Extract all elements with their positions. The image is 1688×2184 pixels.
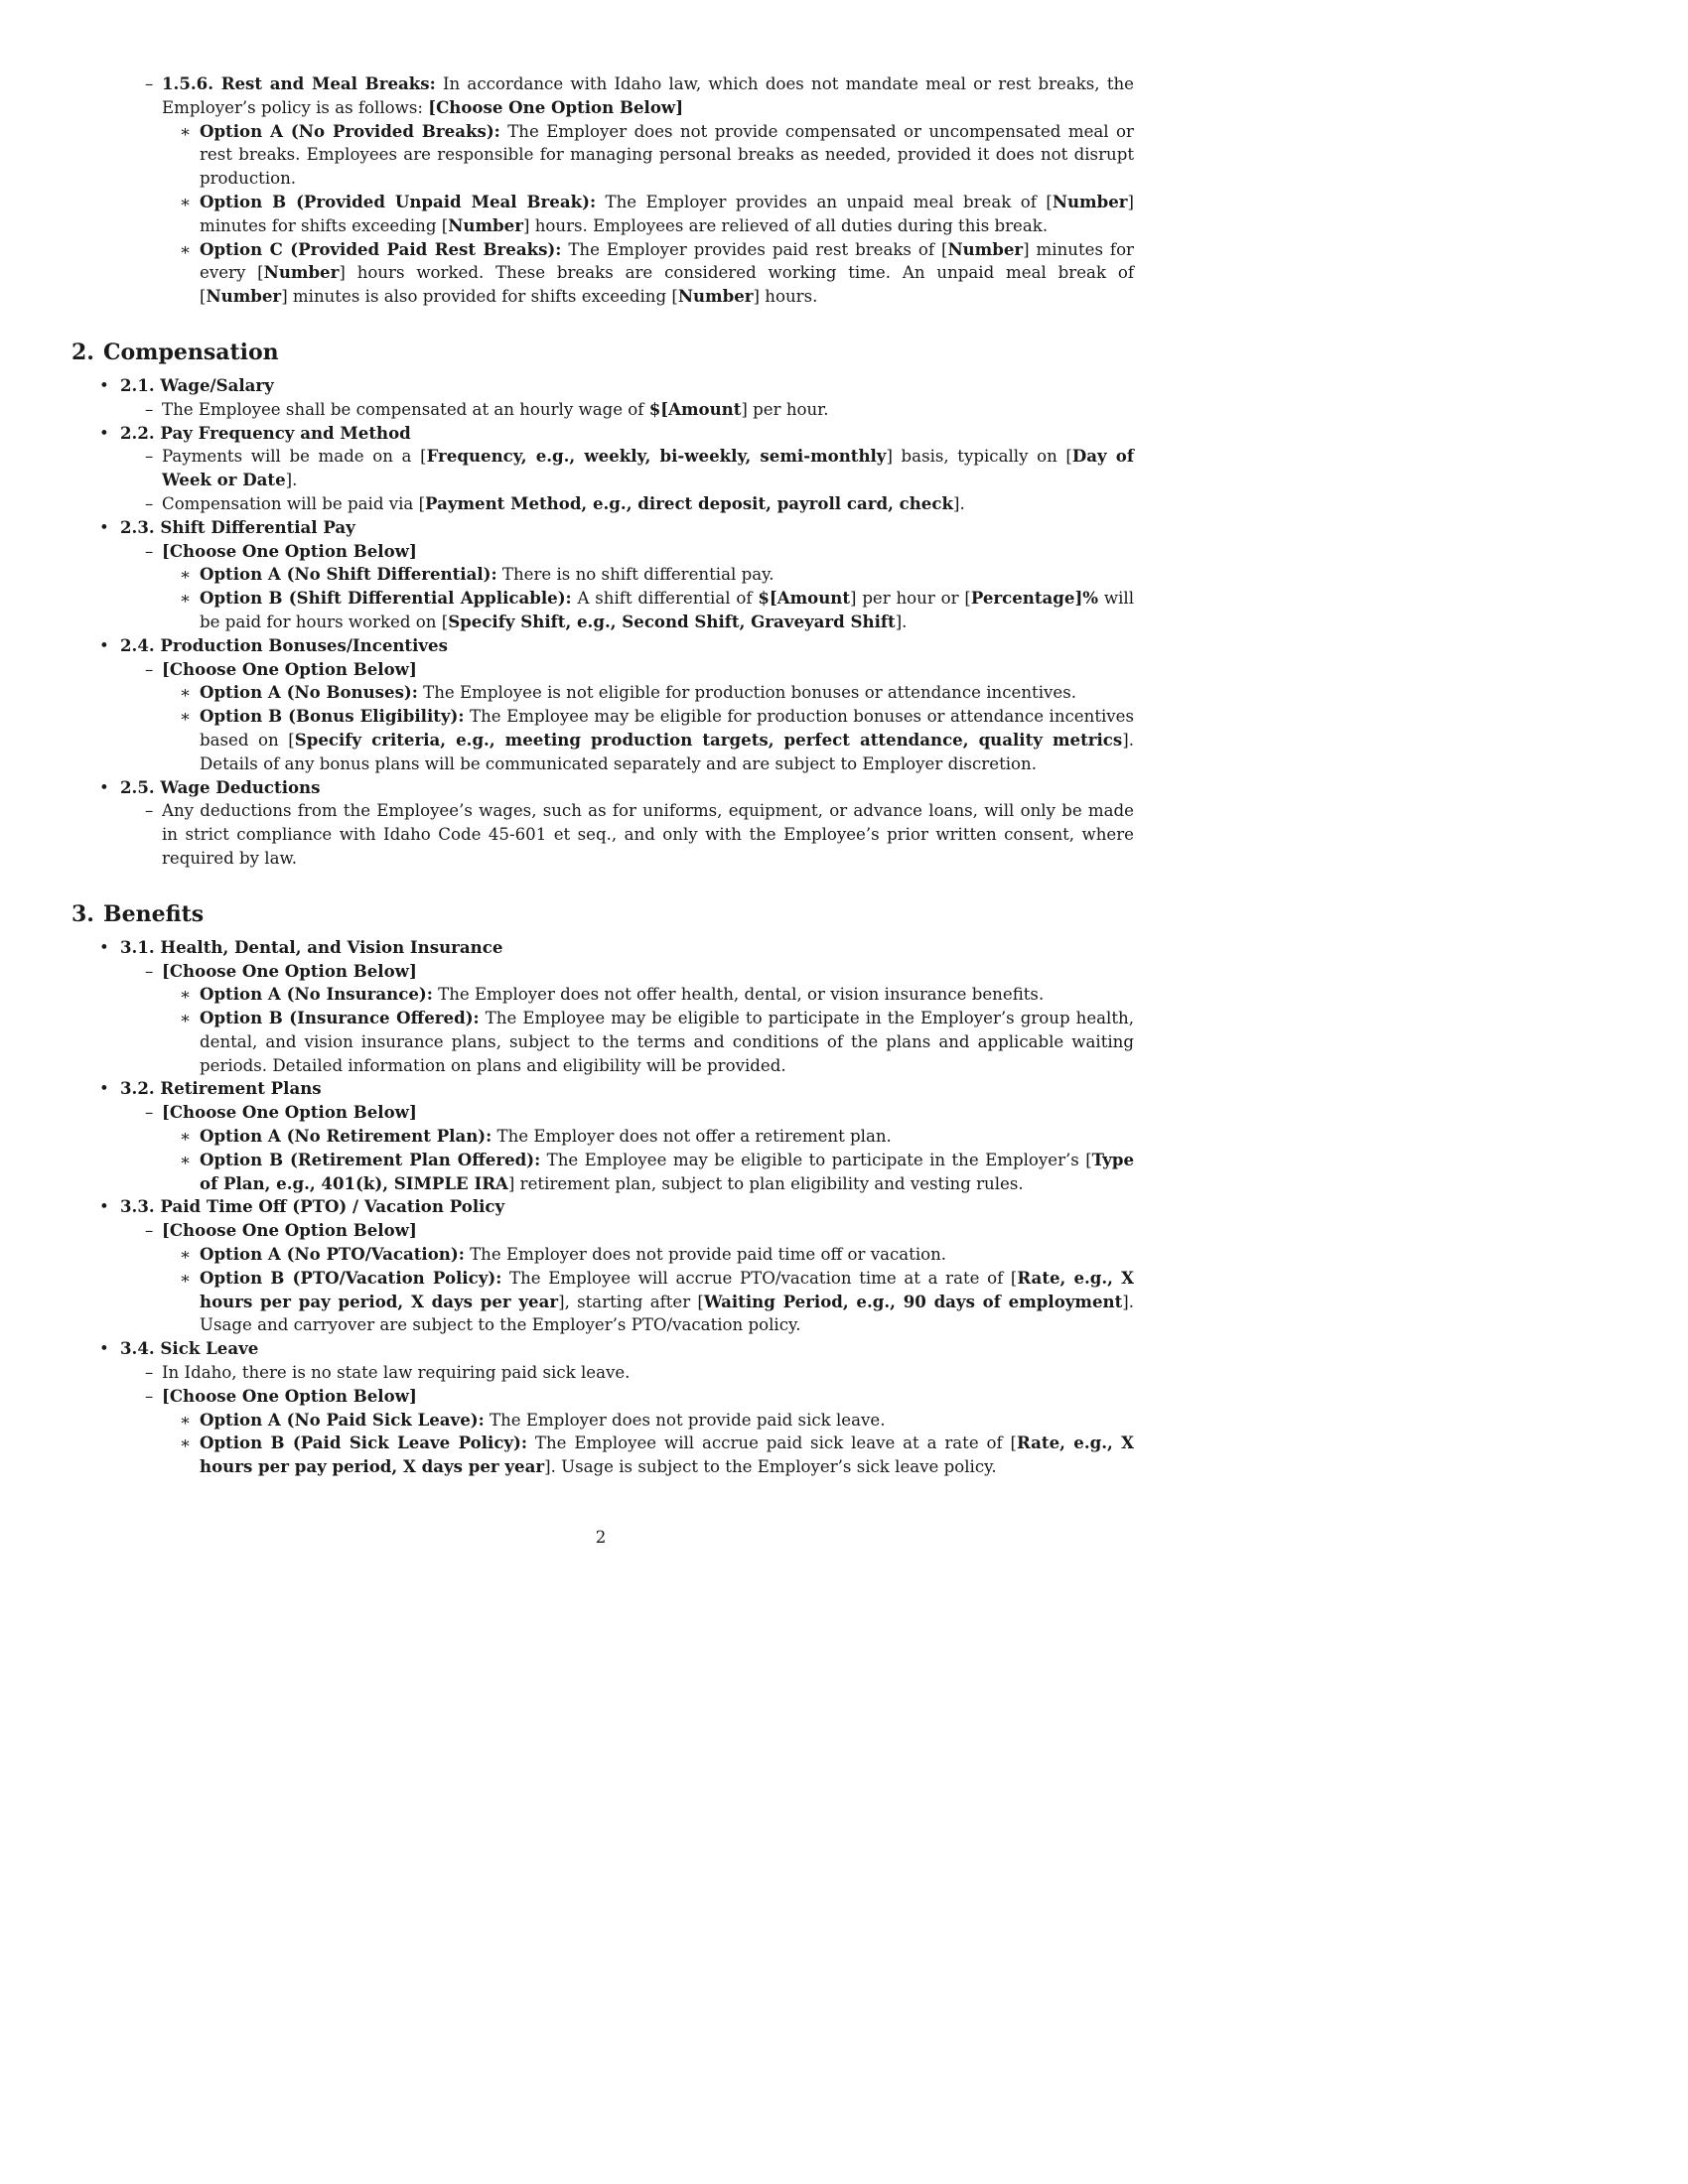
page-number: 2 bbox=[595, 1528, 607, 1547]
item-3-2-choose bbox=[0, 1101, 1201, 1125]
item-2-2 bbox=[0, 422, 1201, 446]
option-text: ], starting after [ bbox=[558, 1292, 704, 1311]
option-text: ] hours. Employees are relieved of all duties during this break. bbox=[522, 215, 1049, 235]
placeholder: Percentage]% bbox=[970, 588, 1099, 609]
item-2-3-choose bbox=[0, 540, 1201, 564]
option-label: Option B (Bonus Eligibility): bbox=[200, 706, 465, 727]
section-number: 2. bbox=[71, 339, 94, 365]
asterisk-marker: ∗ bbox=[180, 121, 192, 141]
dash-marker: – bbox=[145, 1363, 154, 1383]
option-label: Option B (Provided Unpaid Meal Break): bbox=[200, 191, 597, 211]
item-title: 3.1. Health, Dental, and Vision Insurance bbox=[120, 936, 503, 957]
placeholder: Day of Week or Date bbox=[162, 446, 1134, 490]
option-text: The Employee will accrue PTO/vacation time at a rate of [ bbox=[501, 1268, 1018, 1288]
bullet-marker: • bbox=[99, 1339, 109, 1359]
item-text: ]. bbox=[952, 493, 965, 513]
item-text: Payments will be made on a [ bbox=[162, 447, 427, 467]
option-text: The Employee will accrue paid sick leave at a rate of [ bbox=[527, 1433, 1017, 1453]
option-text: ]. Usage is subject to the Employer’s sick leave policy. bbox=[544, 1457, 997, 1477]
item-text: ] basis, typically on [ bbox=[886, 447, 1072, 467]
option-text: The Employee may be eligible for production bonuses or attendance incentives based on [ bbox=[200, 707, 1134, 750]
option-text: ]. Usage and carryover are subject to the Employer’s PTO/vacation policy. bbox=[200, 1292, 1134, 1335]
item-2-3 bbox=[0, 516, 1201, 540]
choose-option-note: [Choose One Option Below] bbox=[162, 658, 417, 679]
option-label: Option B (Paid Sick Leave Policy): bbox=[200, 1433, 528, 1453]
option-label: Option A (No Bonuses): bbox=[200, 682, 418, 703]
bullet-marker: • bbox=[99, 777, 109, 797]
option-text: ] hours worked. These breaks are considered working time. An unpaid meal break of [ bbox=[200, 263, 1134, 307]
option-text: The Employer does not provide paid sick leave. bbox=[484, 1410, 886, 1430]
item-text: ] per hour. bbox=[741, 399, 829, 419]
item-3-3 bbox=[0, 1195, 1201, 1219]
option-b bbox=[0, 1007, 1201, 1077]
option-a bbox=[0, 1243, 1201, 1267]
item-2-5 bbox=[0, 776, 1201, 800]
option-label: Option A (No Provided Breaks): bbox=[200, 120, 500, 141]
option-text: ] minutes is also provided for shifts exceeding [ bbox=[281, 287, 678, 307]
item-2-1-text bbox=[0, 398, 1201, 422]
option-label: Option C (Provided Paid Rest Breaks): bbox=[200, 238, 562, 259]
section-title: Compensation bbox=[103, 339, 279, 365]
dash-marker: – bbox=[145, 541, 154, 561]
option-label: Option A (No Paid Sick Leave): bbox=[200, 1409, 485, 1430]
option-label: Option B (Insurance Offered): bbox=[200, 1008, 480, 1028]
item-text: ]. bbox=[285, 471, 298, 490]
option-text: ] hours. bbox=[753, 287, 818, 307]
placeholder: Number bbox=[1052, 191, 1128, 211]
option-b bbox=[0, 1432, 1201, 1479]
item-2-5-text bbox=[0, 799, 1201, 870]
item-3-2 bbox=[0, 1077, 1201, 1101]
asterisk-marker: ∗ bbox=[180, 1268, 192, 1288]
item-3-1 bbox=[0, 936, 1201, 960]
bullet-marker: • bbox=[99, 937, 109, 957]
option-label: Option A (No Retirement Plan): bbox=[200, 1126, 492, 1147]
option-a bbox=[0, 563, 1201, 587]
option-text: A shift differential of bbox=[571, 589, 759, 609]
section-heading-benefits bbox=[71, 900, 1201, 928]
option-a bbox=[0, 983, 1201, 1007]
option-c bbox=[0, 238, 1201, 309]
item-2-2-frequency bbox=[0, 445, 1201, 492]
clause-title: 1.5.6. Rest and Meal Breaks: bbox=[162, 73, 436, 93]
asterisk-marker: ∗ bbox=[180, 1009, 192, 1028]
item-text: In Idaho, there is no state law requiring paid sick leave. bbox=[162, 1363, 631, 1383]
option-text: ]. bbox=[895, 612, 908, 631]
option-label: Option B (Shift Differential Applicable): bbox=[200, 588, 572, 609]
placeholder: $[Amount bbox=[758, 588, 851, 609]
option-text: There is no shift differential pay. bbox=[496, 565, 774, 585]
placeholder: Rate, e.g., X hours per pay period, X days per year bbox=[200, 1433, 1135, 1477]
item-title: 3.4. Sick Leave bbox=[120, 1338, 259, 1359]
option-text: ] minutes for shifts exceeding [ bbox=[200, 192, 1134, 235]
asterisk-marker: ∗ bbox=[180, 239, 192, 259]
option-a bbox=[0, 681, 1201, 705]
bullet-marker: • bbox=[99, 517, 109, 537]
option-text: ] per hour or [ bbox=[850, 589, 971, 609]
item-3-4-note bbox=[0, 1361, 1201, 1385]
placeholder: Specify criteria, e.g., meeting production targets, perfect attendance, quality metrics bbox=[294, 729, 1123, 750]
asterisk-marker: ∗ bbox=[180, 589, 192, 609]
option-text: The Employee is not eligible for production bonuses or attendance incentives. bbox=[417, 683, 1076, 703]
item-text: Compensation will be paid via [ bbox=[162, 493, 426, 513]
item-text: Any deductions from the Employee’s wages, such as for uniforms, equipment, or advance loans, will only be made in strict compliance with Idaho Code 45-601 et seq., and only with the Employee’s prior written consent, where required by law. bbox=[162, 801, 1134, 868]
choose-option-note: [Choose One Option Below] bbox=[162, 960, 417, 981]
item-title: 2.5. Wage Deductions bbox=[120, 776, 321, 797]
dash-marker: – bbox=[145, 74, 154, 93]
placeholder: Number bbox=[206, 286, 282, 307]
placeholder: Number bbox=[448, 214, 523, 235]
item-3-4-choose bbox=[0, 1385, 1201, 1409]
item-2-4 bbox=[0, 634, 1201, 658]
item-3-1-choose bbox=[0, 960, 1201, 984]
item-text: The Employee shall be compensated at an hourly wage of bbox=[162, 399, 649, 419]
item-2-1 bbox=[0, 374, 1201, 398]
option-text: ]. Details of any bonus plans will be communicated separately and are subject to Employer discretion. bbox=[200, 730, 1134, 773]
option-text: The Employer provides an unpaid meal break of [ bbox=[596, 192, 1053, 211]
item-title: 3.3. Paid Time Off (PTO) / Vacation Policy bbox=[120, 1196, 505, 1217]
option-a bbox=[0, 1409, 1201, 1433]
section-title: Benefits bbox=[103, 900, 205, 927]
choose-option-note: [Choose One Option Below] bbox=[162, 540, 417, 561]
document-page bbox=[0, 72, 1201, 1479]
option-b bbox=[0, 587, 1201, 634]
option-label: Option B (PTO/Vacation Policy): bbox=[200, 1267, 502, 1288]
option-b bbox=[0, 705, 1201, 775]
dash-marker: – bbox=[145, 399, 154, 419]
choose-option-note: [Choose One Option Below] bbox=[162, 1385, 417, 1406]
bullet-marker: • bbox=[99, 375, 109, 395]
asterisk-marker: ∗ bbox=[180, 683, 192, 703]
option-b bbox=[0, 1149, 1201, 1196]
option-label: Option A (No Shift Differential): bbox=[200, 564, 497, 585]
dash-marker: – bbox=[145, 493, 154, 513]
placeholder: Number bbox=[947, 238, 1024, 259]
asterisk-marker: ∗ bbox=[180, 565, 192, 585]
option-text: The Employer does not offer a retirement plan. bbox=[492, 1127, 892, 1147]
choose-option-note: [Choose One Option Below] bbox=[162, 1102, 417, 1123]
item-title: 2.4. Production Bonuses/Incentives bbox=[120, 634, 448, 655]
section-number: 3. bbox=[71, 900, 94, 927]
placeholder: Rate, e.g., X hours per pay period, X days per year bbox=[200, 1267, 1134, 1311]
item-title: 2.2. Pay Frequency and Method bbox=[120, 422, 411, 443]
section-heading-compensation bbox=[71, 339, 1201, 366]
option-label: Option A (No PTO/Vacation): bbox=[200, 1244, 465, 1265]
placeholder: Waiting Period, e.g., 90 days of employment bbox=[703, 1291, 1123, 1311]
asterisk-marker: ∗ bbox=[180, 707, 192, 727]
asterisk-marker: ∗ bbox=[180, 1410, 192, 1430]
dash-marker: – bbox=[145, 1221, 154, 1241]
dash-marker: – bbox=[145, 801, 154, 821]
asterisk-marker: ∗ bbox=[180, 192, 192, 211]
placeholder: Type of Plan, e.g., 401(k), SIMPLE IRA bbox=[200, 1149, 1134, 1193]
placeholder: Number bbox=[677, 286, 754, 307]
item-3-4 bbox=[0, 1337, 1201, 1361]
option-b bbox=[0, 191, 1201, 238]
asterisk-marker: ∗ bbox=[180, 1245, 192, 1265]
item-title: 3.2. Retirement Plans bbox=[120, 1078, 322, 1099]
dash-marker: – bbox=[145, 961, 154, 981]
placeholder: $[Amount bbox=[648, 398, 742, 419]
dash-marker: – bbox=[145, 1386, 154, 1406]
option-text: will be paid for hours worked on [ bbox=[200, 589, 1135, 631]
dash-marker: – bbox=[145, 1103, 154, 1123]
item-2-4-choose bbox=[0, 658, 1201, 682]
option-b bbox=[0, 1267, 1201, 1337]
bullet-marker: • bbox=[99, 423, 109, 443]
item-title: 2.3. Shift Differential Pay bbox=[120, 516, 355, 537]
choose-option-note: [Choose One Option Below] bbox=[428, 96, 684, 117]
placeholder: Specify Shift, e.g., Second Shift, Graveyard Shift bbox=[448, 611, 896, 631]
option-label: Option B (Retirement Plan Offered): bbox=[200, 1149, 541, 1169]
clause-1-5-6 bbox=[0, 72, 1201, 120]
option-text: The Employer does not provide paid time off or vacation. bbox=[464, 1245, 947, 1265]
option-text: The Employer does not offer health, dental, or vision insurance benefits. bbox=[432, 985, 1045, 1005]
option-text: ] retirement plan, subject to plan eligibility and vesting rules. bbox=[507, 1173, 1024, 1193]
placeholder: Number bbox=[263, 262, 340, 283]
asterisk-marker: ∗ bbox=[180, 985, 192, 1005]
placeholder: Payment Method, e.g., direct deposit, payroll card, check bbox=[425, 492, 953, 513]
item-3-3-choose bbox=[0, 1219, 1201, 1243]
item-title: 2.1. Wage/Salary bbox=[120, 374, 274, 395]
asterisk-marker: ∗ bbox=[180, 1127, 192, 1147]
placeholder: Frequency, e.g., weekly, bi-weekly, semi-monthly bbox=[426, 446, 887, 467]
choose-option-note: [Choose One Option Below] bbox=[162, 1220, 417, 1241]
dash-marker: – bbox=[145, 447, 154, 467]
asterisk-marker: ∗ bbox=[180, 1150, 192, 1169]
option-text: The Employer does not provide compensated or uncompensated meal or rest breaks. Employees are responsible for managing personal breaks as needed, provided it does not disrupt production. bbox=[200, 121, 1134, 189]
option-a bbox=[0, 120, 1201, 191]
option-text: The Employer provides paid rest breaks of [ bbox=[561, 239, 948, 259]
item-2-2-method bbox=[0, 492, 1201, 516]
bullet-marker: • bbox=[99, 1197, 109, 1217]
bullet-marker: • bbox=[99, 1079, 109, 1099]
option-text: The Employee may be eligible to participate in the Employer’s [ bbox=[540, 1150, 1092, 1169]
dash-marker: – bbox=[145, 659, 154, 679]
option-text: ] minutes for every [ bbox=[200, 239, 1134, 283]
asterisk-marker: ∗ bbox=[180, 1433, 192, 1453]
clause-text: In accordance with Idaho law, which does not mandate meal or rest breaks, the Employer’s policy is as follows: bbox=[162, 74, 1134, 117]
option-text: The Employee may be eligible to participate in the Employer’s group health, dental, and vision insurance plans, subject to the terms and conditions of the plans and applicable waiting periods. Detailed information on plans and eligibility will be provided. bbox=[200, 1009, 1134, 1075]
option-a bbox=[0, 1125, 1201, 1149]
bullet-marker: • bbox=[99, 635, 109, 655]
option-label: Option A (No Insurance): bbox=[200, 984, 433, 1005]
